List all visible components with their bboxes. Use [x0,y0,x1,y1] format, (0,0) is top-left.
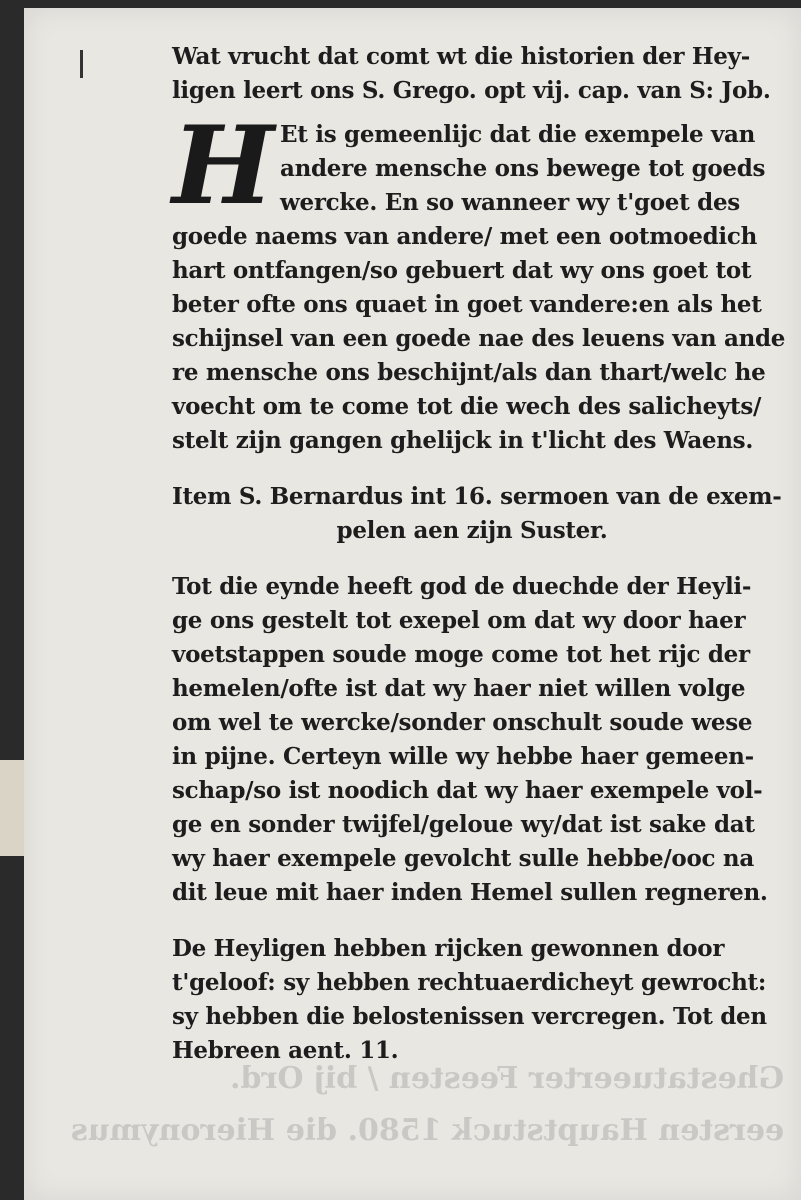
text-line: stelt zijn gangen ghelijck in t'licht des Waens. [172,427,754,454]
heading-line: ligen leert ons S. Grego. opt vij. cap. van S: Job. [172,77,771,104]
text-line: Hebreen aent. 11. [172,1037,399,1064]
text-line: dit leue mit haer inden Hemel sullen regneren. [172,879,768,906]
text-line: hemelen/ofte ist dat wy haer niet willen volge [172,675,746,702]
text-line: goede naems van andere/ met een ootmoedich [172,223,757,250]
text-line: De Heyligen hebben rijcken gewonnen door [172,935,725,962]
text-line: ge en sonder twijfel/geloue wy/dat ist sake dat [172,811,755,838]
margin-mark [80,50,83,78]
text-line: schijnsel van een goede nae des leuens van ande [172,325,786,352]
text-line: re mensche ons beschijnt/als dan thart/welc he [172,359,766,386]
text-line: Tot die eynde heeft god de duechde der Heyli- [172,573,752,600]
text-line: voecht om te come tot die wech des salicheyts/ [172,393,762,420]
decorated-initial: H [172,103,275,229]
bleed-line: Ghestatueerter Feesten / bij Ord. [230,1061,784,1096]
subheading-line: Item S. Bernardus int 16. sermoen van de exem- [172,483,782,510]
subheading-line: pelen aen zijn Suster. [336,517,608,544]
text-line: in pijne. Certeyn wille wy hebbe haer gemeen- [172,743,754,770]
text-line: wy haer exempele gevolcht sulle hebbe/ooc na [172,845,754,872]
text-line: Et is gemeenlijc dat die exempele van [280,121,756,148]
text-line: om wel te wercke/sonder onschult soude wese [172,709,753,736]
text-line: schap/so ist noodich dat wy haer exempele vol- [172,777,763,804]
text-line: beter ofte ons quaet in goet vandere:en als het [172,291,762,318]
paragraph-3 [172,932,772,1068]
heading-line: Wat vrucht dat comt wt die historien der Hey- [172,43,750,70]
text-line: ge ons gestelt tot exepel om dat wy door haer [172,607,746,634]
text-line: hart ontfangen/so gebuert dat wy ons goet tot [172,257,752,284]
heading [172,40,772,108]
bleed-through-text [70,1053,784,1163]
text-line: sy hebben die belostenissen vercregen. Tot den [172,1003,767,1030]
page-text [172,40,786,1068]
text-line: t'geloof: sy hebben rechtuaerdicheyt gewrocht: [172,969,767,996]
text-line: wercke. En so wanneer wy t'goet des [280,189,740,216]
subheading [172,480,782,548]
text-line: voetstappen soude moge come tot het rijc der [172,641,750,668]
paragraph-2 [172,570,772,910]
bookmark-tab [0,760,24,856]
bleed-line: eersten Hauptstuck 1580. die Hieronymus [70,1113,784,1148]
paragraph-1 [172,103,786,458]
text-line: andere mensche ons bewege tot goeds [280,155,766,182]
